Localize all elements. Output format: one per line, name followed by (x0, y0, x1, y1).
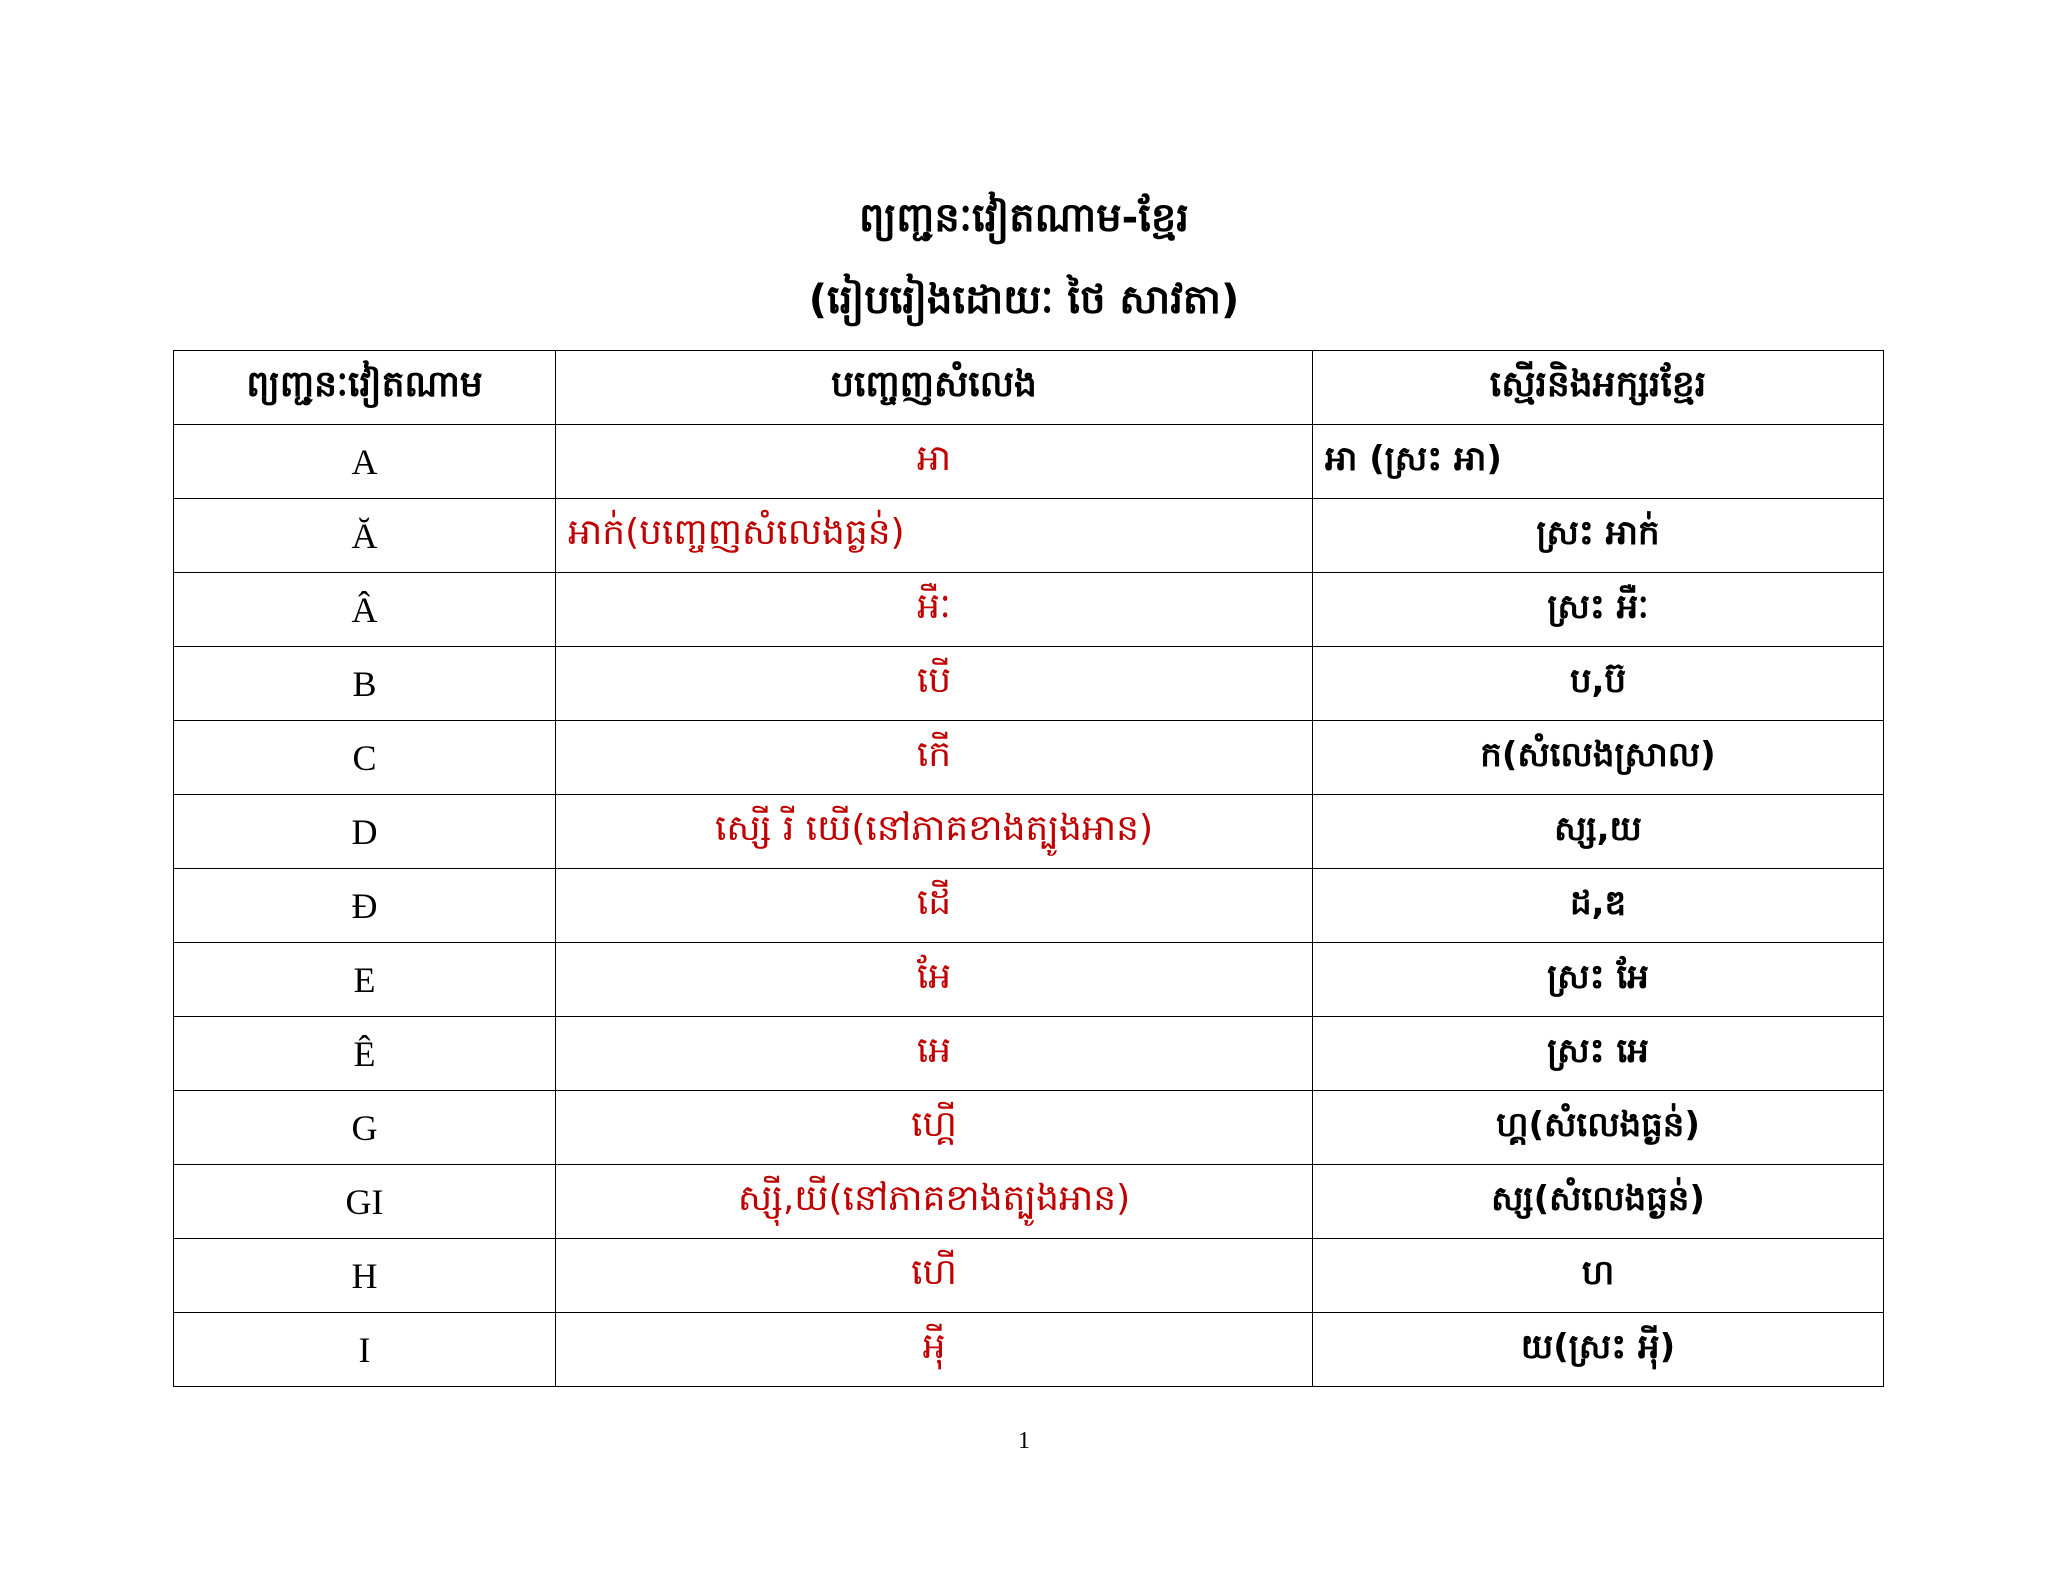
page-number: 1 (1018, 1428, 1030, 1454)
pronunciation-cell: ស្សើ រី យើ(នៅភាគខាងត្បូងអាន) (556, 795, 1313, 869)
letter-cell: Đ (174, 869, 556, 943)
table-row (174, 499, 1884, 573)
table-row (174, 943, 1884, 1017)
table-row (174, 1239, 1884, 1313)
khmer-cell: ស្រះ អែ (1313, 943, 1884, 1017)
table-row (174, 647, 1884, 721)
khmer-cell: ស្រះ អេ (1313, 1017, 1884, 1091)
letter-cell: Ă (174, 499, 556, 573)
table-row (174, 721, 1884, 795)
pronunciation-cell: អេ (556, 1017, 1313, 1091)
khmer-cell: ហ (1313, 1239, 1884, 1313)
table-row (174, 1017, 1884, 1091)
table-row (174, 869, 1884, 943)
khmer-cell: ប,ប៊ (1313, 647, 1884, 721)
khmer-cell: អា (ស្រះ អា) (1313, 425, 1884, 499)
header-khmer-equivalent: ស្មើរនិងអក្សរខ្មែរ (1313, 351, 1884, 425)
pronunciation-cell: អឺៈ (556, 573, 1313, 647)
letter-cell: D (174, 795, 556, 869)
pronunciation-cell: កើ (556, 721, 1313, 795)
khmer-cell: យ(ស្រះ អុី) (1313, 1313, 1884, 1387)
alphabet-table (173, 350, 1884, 1387)
khmer-cell: ស្រះ អឺៈ (1313, 573, 1884, 647)
pronunciation-cell: បើ (556, 647, 1313, 721)
letter-cell: E (174, 943, 556, 1017)
table-header-row (174, 351, 1884, 425)
khmer-cell: ដ,ឌ (1313, 869, 1884, 943)
table-row (174, 1165, 1884, 1239)
pronunciation-cell: ដើ (556, 869, 1313, 943)
letter-cell: A (174, 425, 556, 499)
letter-cell: GI (174, 1165, 556, 1239)
letter-cell: G (174, 1091, 556, 1165)
letter-cell: C (174, 721, 556, 795)
khmer-cell: ស្ស,យ (1313, 795, 1884, 869)
header-vietnamese-letter: ព្យញ្ជនៈវៀតណាម (174, 351, 556, 425)
table-row (174, 1313, 1884, 1387)
letter-cell: I (174, 1313, 556, 1387)
khmer-cell: ហ្គ(សំលេងធ្ងន់) (1313, 1091, 1884, 1165)
table-row (174, 1091, 1884, 1165)
document-title: ព្យញ្ជនៈវៀតណាម-ខ្មែរ (859, 195, 1189, 241)
letter-cell: Ê (174, 1017, 556, 1091)
pronunciation-cell: អែ (556, 943, 1313, 1017)
header-pronunciation: បញ្ចេញសំលេង (556, 351, 1313, 425)
letter-cell: B (174, 647, 556, 721)
pronunciation-cell: ហើ (556, 1239, 1313, 1313)
document-subtitle: (រៀបរៀងដោយៈ ថៃ សាវតា) (808, 277, 1240, 323)
khmer-cell: ស្រះ អាក់ (1313, 499, 1884, 573)
khmer-cell: ក(សំលេងស្រាល) (1313, 721, 1884, 795)
pronunciation-cell: ស្សុី,យី(នៅភាគខាងត្បូងអាន) (556, 1165, 1313, 1239)
khmer-cell: ស្ស(សំលេងធ្ងន់) (1313, 1165, 1884, 1239)
letter-cell: Â (174, 573, 556, 647)
table-row (174, 795, 1884, 869)
table-row (174, 425, 1884, 499)
table-row (174, 573, 1884, 647)
pronunciation-cell: អា (556, 425, 1313, 499)
letter-cell: H (174, 1239, 556, 1313)
pronunciation-cell: អាក់(បញ្ចេញសំលេងធ្ងន់) (556, 499, 1313, 573)
pronunciation-cell: អុី (556, 1313, 1313, 1387)
pronunciation-cell: ហ្គើ (556, 1091, 1313, 1165)
